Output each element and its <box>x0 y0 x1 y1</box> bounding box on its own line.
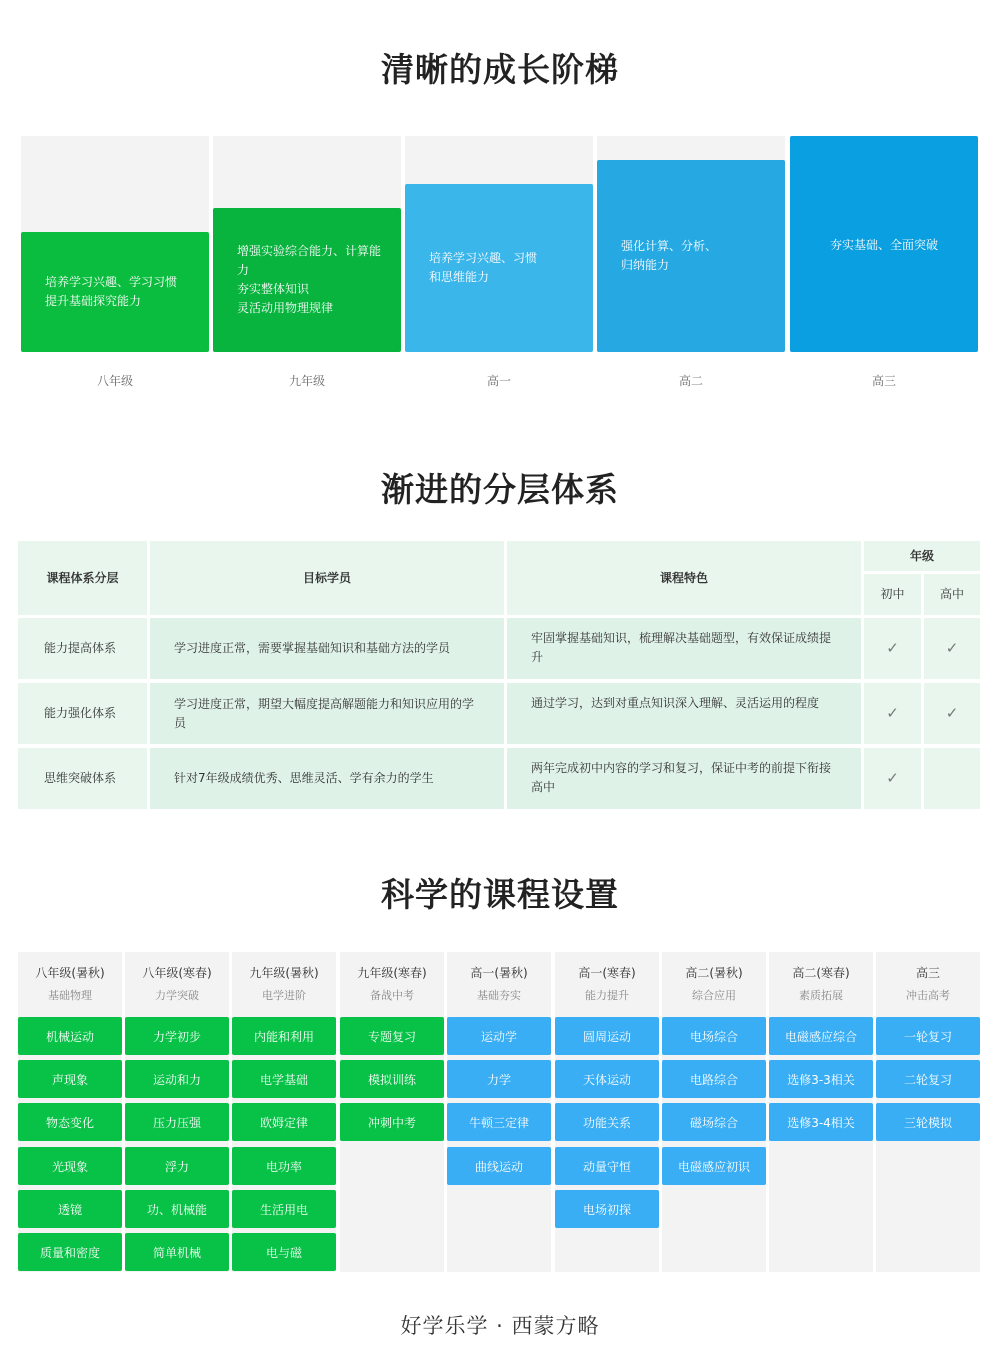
course-column-header <box>340 952 444 1010</box>
course-item: 电功率 <box>232 1147 336 1185</box>
ladder-step <box>213 208 401 352</box>
course-item: 电场初探 <box>555 1190 659 1228</box>
course-item: 电与磁 <box>232 1233 336 1271</box>
course-column-header <box>769 952 873 1010</box>
header-target: 目标学员 <box>150 541 504 615</box>
course-column-subtitle: 基础物理 <box>48 989 92 1002</box>
ladder-column <box>405 136 593 352</box>
course-item: 冲刺中考 <box>340 1103 444 1141</box>
course-item: 内能和利用 <box>232 1017 336 1055</box>
row-feature: 两年完成初中内容的学习和复习，保证中考的前提下衔接高中 <box>507 748 861 809</box>
ladder-grade-label: 八年级 <box>96 374 133 388</box>
course-column-title: 八年级(寒春) <box>142 966 212 980</box>
course-item: 圆周运动 <box>555 1017 659 1055</box>
senior-check-icon: ✓ <box>924 683 980 744</box>
course-column-title: 高一(暑秋) <box>470 966 528 980</box>
course-item: 三轮模拟 <box>876 1103 980 1141</box>
header-junior: 初中 <box>864 574 921 615</box>
course-item: 机械运动 <box>18 1017 122 1055</box>
row-layer-name: 思维突破体系 <box>18 748 147 809</box>
ladder-step <box>790 136 978 352</box>
course-column-subtitle: 冲击高考 <box>906 989 950 1002</box>
senior-check-icon <box>924 748 980 809</box>
course-item: 透镜 <box>18 1190 122 1228</box>
course-item: 质量和密度 <box>18 1233 122 1271</box>
course-item: 运动和力 <box>125 1060 229 1098</box>
course-item: 声现象 <box>18 1060 122 1098</box>
course-item: 功、机械能 <box>125 1190 229 1228</box>
row-target: 学习进度正常，需要掌握基础知识和基础方法的学员 <box>150 618 504 679</box>
junior-check-icon: ✓ <box>864 748 921 809</box>
senior-check-icon: ✓ <box>924 618 980 679</box>
course-item: 二轮复习 <box>876 1060 980 1098</box>
section-title-ladder: 清晰的成长阶梯 <box>381 50 619 89</box>
course-item: 磁场综合 <box>662 1103 766 1141</box>
ladder-step-text: 夯实基础、全面突破 <box>829 238 938 252</box>
course-column-subtitle: 素质拓展 <box>799 989 843 1002</box>
course-item: 力学初步 <box>125 1017 229 1055</box>
course-item: 一轮复习 <box>876 1017 980 1055</box>
course-column-title: 高二(寒春) <box>792 966 850 980</box>
section-title-layers: 渐进的分层体系 <box>381 470 619 509</box>
row-layer-name: 能力提高体系 <box>18 618 147 679</box>
course-column-subtitle: 基础夯实 <box>477 989 521 1002</box>
course-column-header <box>18 952 122 1010</box>
ladder-grade-label: 九年级 <box>288 374 325 388</box>
course-item: 功能关系 <box>555 1103 659 1141</box>
ladder-step <box>21 232 209 352</box>
course-item: 选修3-4相关 <box>769 1103 873 1141</box>
ladder-step <box>597 160 785 352</box>
course-item: 天体运动 <box>555 1060 659 1098</box>
course-column-title: 九年级(寒春) <box>357 966 427 980</box>
course-column-subtitle: 电学进阶 <box>262 989 306 1002</box>
ladder-grade-label: 高三 <box>871 374 896 388</box>
course-column-title: 高一(寒春) <box>578 966 636 980</box>
junior-check-icon: ✓ <box>864 683 921 744</box>
course-column-subtitle: 综合应用 <box>692 989 736 1002</box>
ladder-column <box>597 136 785 352</box>
course-column-subtitle: 力学突破 <box>155 989 199 1002</box>
course-item: 曲线运动 <box>447 1147 551 1185</box>
course-item: 运动学 <box>447 1017 551 1055</box>
course-item: 电磁感应综合 <box>769 1017 873 1055</box>
row-target: 针对7年级成绩优秀、思维灵活、学有余力的学生 <box>150 748 504 809</box>
ladder-column <box>790 136 978 352</box>
course-column-title: 高二(暑秋) <box>685 966 743 980</box>
course-item: 牛顿三定律 <box>447 1103 551 1141</box>
ladder-step-text: 培养学习兴趣、学习习惯 提升基础探究能力 <box>45 275 178 308</box>
row-feature: 牢固掌握基础知识，梳理解决基础题型，有效保证成绩提升 <box>507 618 861 679</box>
course-column-header <box>876 952 980 1010</box>
course-column-title: 九年级(暑秋) <box>249 966 319 980</box>
course-column-header <box>125 952 229 1010</box>
ladder-column <box>213 136 401 352</box>
course-item: 浮力 <box>125 1147 229 1185</box>
header-senior: 高中 <box>924 574 980 615</box>
section-title-courses: 科学的课程设置 <box>381 875 619 914</box>
course-item: 动量守恒 <box>555 1147 659 1185</box>
ladder-step-text: 培养学习兴趣、习惯 和思维能力 <box>429 251 538 284</box>
course-item: 选修3-3相关 <box>769 1060 873 1098</box>
ladder-step-text: 增强实验综合能力、计算能力 夯实整体知识 灵活动用物理规律 <box>237 244 382 315</box>
course-item: 电场综合 <box>662 1017 766 1055</box>
course-column-header <box>232 952 336 1010</box>
course-item: 光现象 <box>18 1147 122 1185</box>
row-layer-name: 能力强化体系 <box>18 683 147 744</box>
ladder-grade-label: 高二 <box>678 374 703 388</box>
course-column-header <box>447 952 551 1010</box>
footer-brand: 好学乐学 · 西蒙方略 <box>400 1314 600 1338</box>
header-layer: 课程体系分层 <box>18 541 147 615</box>
row-target: 学习进度正常，期望大幅度提高解题能力和知识应用的学员 <box>150 683 504 744</box>
course-item: 力学 <box>447 1060 551 1098</box>
ladder-step-text: 强化计算、分析、 归纳能力 <box>621 239 718 272</box>
course-item: 简单机械 <box>125 1233 229 1271</box>
course-item: 专题复习 <box>340 1017 444 1055</box>
course-item: 生活用电 <box>232 1190 336 1228</box>
course-item: 物态变化 <box>18 1103 122 1141</box>
header-grade: 年级 <box>864 541 980 571</box>
header-feature: 课程特色 <box>507 541 861 615</box>
course-column-header <box>662 952 766 1010</box>
course-column-header <box>555 952 659 1010</box>
course-column-subtitle: 能力提升 <box>585 989 629 1002</box>
junior-check-icon: ✓ <box>864 618 921 679</box>
course-item: 电学基础 <box>232 1060 336 1098</box>
course-column-title: 高三 <box>915 966 940 980</box>
course-item: 电路综合 <box>662 1060 766 1098</box>
course-item: 欧姆定律 <box>232 1103 336 1141</box>
row-feature: 通过学习，达到对重点知识深入理解、灵活运用的程度 <box>507 683 861 744</box>
course-column-title: 八年级(暑秋) <box>35 966 105 980</box>
ladder-column <box>21 136 209 352</box>
course-column-subtitle: 备战中考 <box>370 989 414 1002</box>
course-item: 压力压强 <box>125 1103 229 1141</box>
course-item: 电磁感应初识 <box>662 1147 766 1185</box>
ladder-step <box>405 184 593 352</box>
ladder-grade-label: 高一 <box>486 374 511 388</box>
course-item: 模拟训练 <box>340 1060 444 1098</box>
